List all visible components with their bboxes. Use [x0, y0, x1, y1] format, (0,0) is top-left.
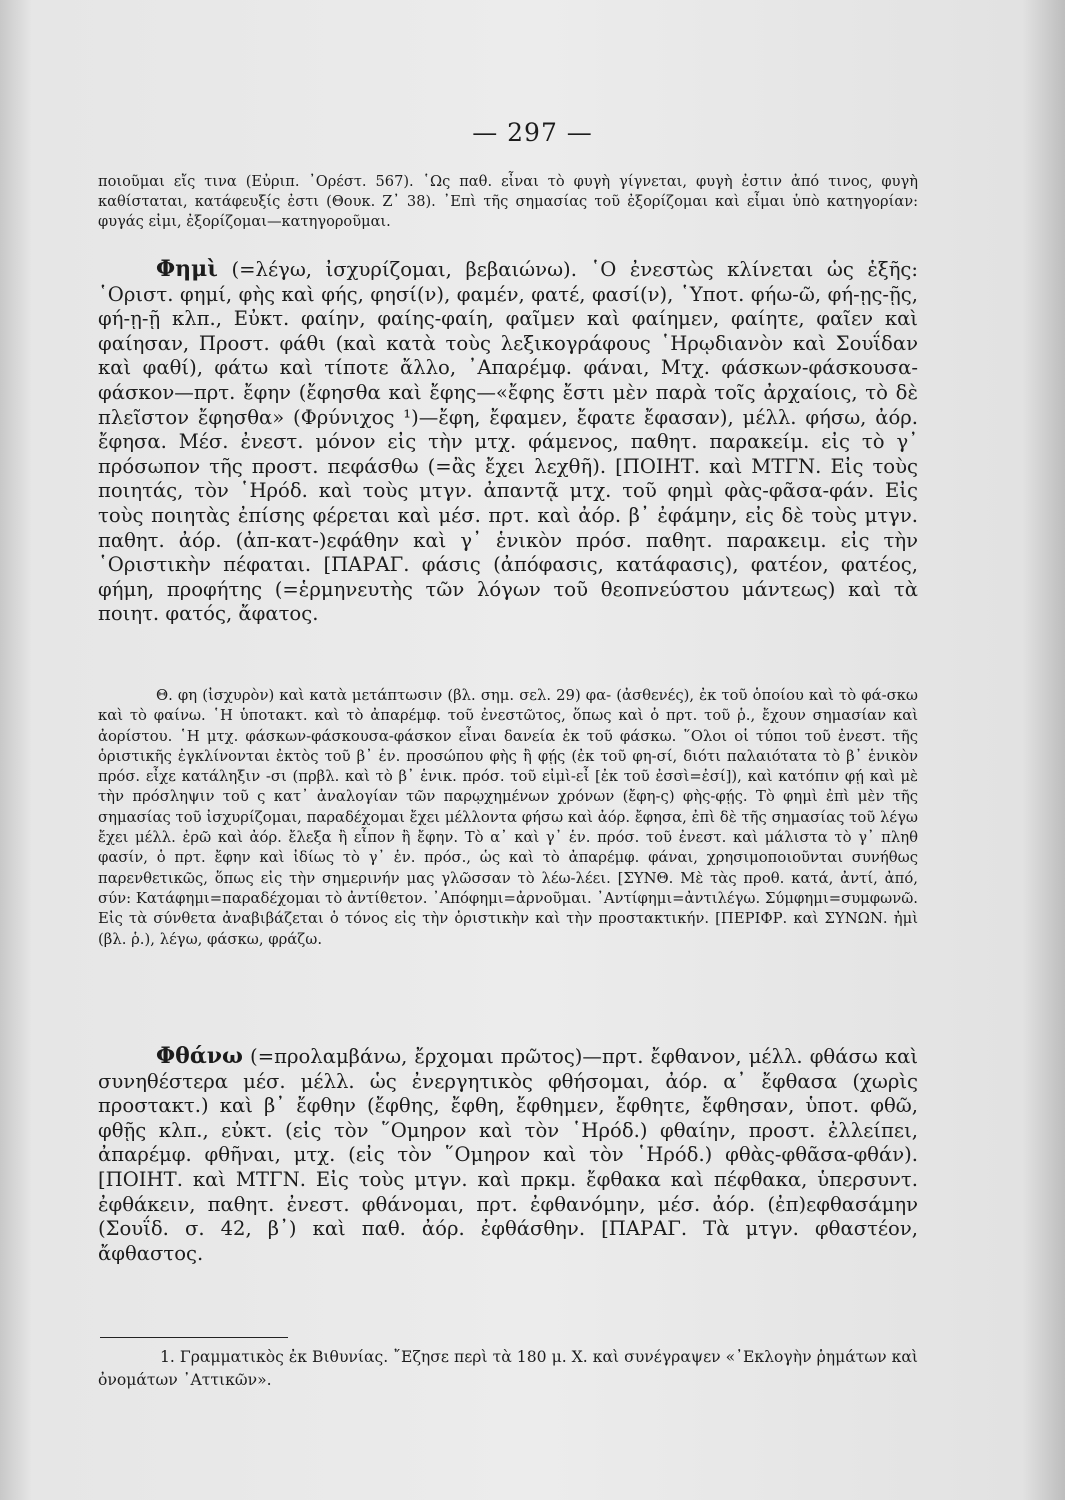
footnote-text: 1. Γραμματικὸς ἐκ Βιθυνίας. ῎Εζησε περὶ τὰ 180 μ. Χ. καὶ συνέγραψεν «᾽Εκλογὴν ῥημάτων καὶ ὀνομάτων ᾽Αττικῶν».	[98, 1348, 918, 1389]
entry-fthano	[98, 1044, 918, 1266]
entry-fthano-headword: Φθάνω	[156, 1043, 243, 1069]
page-number: — 297 —	[472, 118, 593, 147]
etymology-note	[98, 686, 918, 950]
entry-fimi-text: (=λέγω, ἰσχυρίζομαι, βεβαιώνω). ῾Ο ἐνεστὼς κλίνεται ὡς ἑξῆς: ῾Οριστ. φημί, φὴς καὶ φής, φησί(ν), φαμέν, φατέ, φασί(ν), ῾Υποτ. φήω-ῶ, φή-ῃς-ῇς, φή-ῃ-ῇ κλπ., Εὐκτ. φαίην, φαίης-φαίη, φαῖμεν καὶ φαίημεν, φαίητε, φαῖεν καὶ φαίησαν, Προστ. φάθι (καὶ κατὰ τοὺς λεξικογράφους ῾Ηρῳδιανὸν καὶ Σουΐδαν καὶ φαθί), φάτω καὶ τίποτε ἄλλο, ᾽Απαρέμφ. φάναι, Μτχ. φάσκων-φάσκουσα-φάσκον—πρτ. ἔφην (ἔφησθα καὶ ἔφης—«ἔφης ἔστι μὲν παρὰ τοῖς ἀρχαίοις, τὸ δὲ πλεῖστον ἔφησθα» (Φρύνιχος ¹)—ἔφη, ἔφαμεν, ἔφατε ἔφασαν), μέλλ. φήσω, ἀόρ. ἔφησα. Μέσ. ἐνεστ. μόνον εἰς τὴν μτχ. φάμενος, παθητ. παρακείμ. εἰς τὸ γ᾽ πρόσωπον τῆς προστ. πεφάσθω (=ἂς ἔχει λεχθῆ). [ΠΟΙΗΤ. καὶ ΜΤΓΝ. Εἰς τοὺς ποιητάς, τὸν ῾Ηρόδ. καὶ τοὺς μτγν. ἀπαντᾷ μτχ. τοῦ φημὶ φὰς-φᾶσα-φάν. Εἰς τοὺς ποιητὰς ἐπίσης φέρεται καὶ μέσ. πρτ. καὶ ἀόρ. β᾽ ἐφάμην, εἰς δὲ τοὺς μτγν. παθητ. ἀόρ. (ἀπ-κατ-)εφάθην καὶ γ᾽ ἑνικὸν πρόσ. παθητ. παρακειμ. εἰς τὴν ῾Οριστικὴν πέφαται. [ΠΑΡΑΓ. φάσις (ἀπόφασις, κατάφασις), φατέον, φατέος, φήμη, προφήτης (=ἑρμηνευτὴς τῶν λόγων τοῦ θεοπνεύστου μάντεως) καὶ τὰ ποιητ. φατός, ἄφατος.	[98, 258, 919, 626]
entry-fimi-headword: Φημὶ	[156, 256, 218, 282]
intro-paragraph: ποιοῦμαι εἴς τινα (Εὐριπ. ᾽Ορέστ. 567). ῾Ως παθ. εἶναι τὸ φυγὴ γίγνεται, φυγὴ ἐστιν ἀπό τινος, φυγὴ καθίσταται, κατάφευξίς ἐστι (Θουκ. Ζ᾽ 38). ᾽Επὶ τῆς σημασίας τοῦ ἐξορίζομαι καὶ εἶμαι ὑπὸ κατηγορίαν: φυγάς εἰμι, ἐξορίζομαι—κατηγοροῦμαι.	[98, 173, 918, 231]
entry-fthano-paragraph	[98, 1044, 918, 1266]
intro-paragraph-block	[98, 172, 918, 233]
footnote	[98, 1346, 918, 1391]
entry-fimi-paragraph	[98, 257, 918, 627]
entry-fimi	[98, 257, 918, 627]
entry-fthano-text: (=προλαμβάνω, ἔρχομαι πρῶτος)—πρτ. ἔφθανον, μέλλ. φθάσω καὶ συνηθέστερα μέσ. μέλλ. ὡς ἐνεργητικὸς φθήσομαι, ἀόρ. α᾽ ἔφθασα (χωρὶς προστακτ.) καὶ β᾽ ἔφθην (ἔφθης, ἔφθη, ἔφθημεν, ἔφθητε, ἔφθησαν, ὑποτ. φθῶ, φθῇς κλπ., εὐκτ. (εἰς τὸν ῞Ομηρον καὶ τὸν ῾Ηρόδ.) φθαίην, προστ. ἐλλείπει, ἀπαρέμφ. φθῆναι, μτχ. (εἰς τὸν ῞Ομηρον καὶ τὸν ῾Ηρόδ.) φθὰς-φθᾶσα-φθάν). [ΠΟΙΗΤ. καὶ ΜΤΓΝ. Εἰς τοὺς μτγν. καὶ πρκμ. ἔφθακα καὶ πέφθακα, ὑπερσυντ. ἐφθάκειν, παθητ. ἐνεστ. φθάνομαι, πρτ. ἐφθανόμην, μέσ. ἀόρ. (ἐπ)εφθασάμην (Σουΐδ. σ. 42, β᾽) καὶ παθ. ἀόρ. ἐφθάσθην. [ΠΑΡΑΓ. Τὰ μτγν. φθαστέον, ἄφθαστος.	[98, 1045, 919, 1265]
etymology-note-text: Θ. φη (ἰσχυρὸν) καὶ κατὰ μετάπτωσιν (βλ. σημ. σελ. 29) φα- (ἀσθενές), ἐκ τοῦ ὁποίου καὶ τὸ φά-σκω καὶ τὸ φαίνω. ῾Η ὑποτακτ. καὶ τὸ ἀπαρέμφ. τοῦ ἐνεστῶτος, ὅπως καὶ ὁ πρτ. τοῦ ῥ., ἔχουν σημασίαν καὶ ἀορίστου. ῾Η μτχ. φάσκων-φάσκουσα-φάσκον εἶναι δανεία ἐκ τοῦ φάσκω. ῞Ολοι οἱ τύποι τοῦ ἐνεστ. τῆς ὁριστικῆς ἐγκλίνονται ἐκτὸς τοῦ β᾽ ἑν. προσώπου φὴς ἢ φῄς (ἐκ τοῦ φη-σί, διότι παλαιότατα τὸ β᾽ ἑνικὸν πρόσ. εἶχε κατάληξιν -σι (πρβλ. καὶ τὸ β᾽ ἑνικ. πρόσ. τοῦ εἰμὶ-εἶ [ἐκ τοῦ ἐσσὶ=ἐσί]), καὶ κατόπιν φῄ καὶ μὲ τὴν πρόσληψιν τοῦ ς κατ᾽ ἀναλογίαν τῶν παρῳχημένων χρόνων (ἔφη-ς) φὴς-φῄς. Τὸ φημὶ ἐπὶ μὲν τῆς σημασίας τοῦ ἰσχυρίζομαι, παραδέχομαι ἔχει μέλλοντα φήσω καὶ ἀόρ. ἔφησα, ἐπὶ δὲ τῆς σημασίας τοῦ λέγω ἔχει μέλλ. ἐρῶ καὶ ἀόρ. ἔλεξα ἢ εἶπον ἢ ἔφην. Τὸ α᾽ καὶ γ᾽ ἑν. πρόσ. τοῦ ἐνεστ. καὶ μάλιστα τὸ γ᾽ πληθ φασίν, ὁ πρτ. ἔφην καὶ ἰδίως τὸ γ᾽ ἑν. πρόσ., ὡς καὶ τὸ ἀπαρέμφ. φάναι, χρησιμοποιοῦνται συνήθως παρενθετικῶς, ὅπως εἰς τὴν σημερινήν μας γλῶσσαν τὸ λέω-λέει. [ΣΥΝΘ. Μὲ τὰς προθ. κατά, ἀντί, ἀπό, σύν: Κατάφημι=παραδέχομαι τὸ ἀντίθετον. ᾽Απόφημι=ἀρνοῦμαι. ᾽Αντίφημι=ἀντιλέγω. Σύμφημι=συμφωνῶ. Εἰς τὰ σύνθετα ἀναβιβάζεται ὁ τόνος εἰς τὴν ὁριστικὴν καὶ τὴν προστακτικήν. [ΠΕΡΙΦΡ. καὶ ΣΥΝΩΝ. ἠμὶ (βλ. ῥ.), λέγω, φάσκω, φράζω.	[98, 687, 918, 948]
footnote-rule	[100, 1337, 288, 1338]
